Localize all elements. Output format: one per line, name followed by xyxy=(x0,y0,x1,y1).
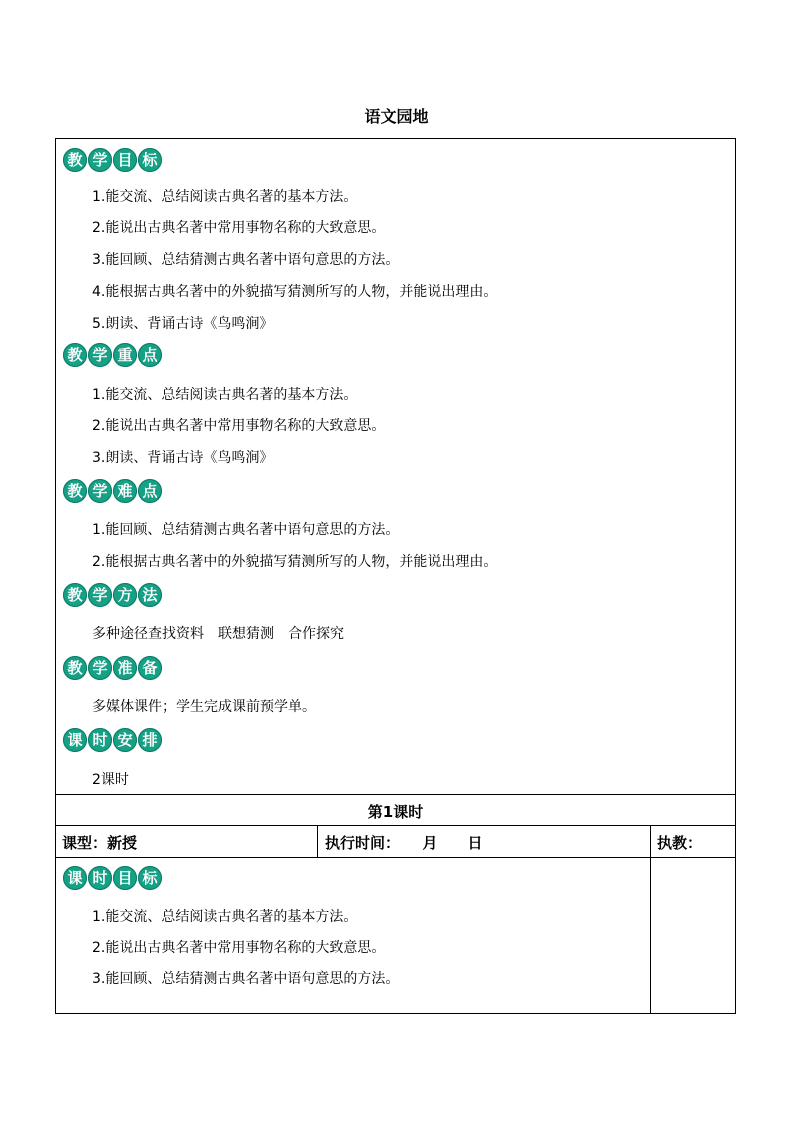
badge-char: 目 xyxy=(113,866,137,890)
execution-time-label: 执行时间： 月 日 xyxy=(325,834,483,852)
key-point-item: 1.能交流、总结阅读古典名著的基本方法。 xyxy=(92,387,358,403)
page-title: 语文园地 xyxy=(364,107,429,126)
schedule-badge xyxy=(63,728,162,754)
badge-char: 学 xyxy=(88,583,112,607)
lesson-heading: 第1课时 xyxy=(367,803,424,821)
lesson-goal-item: 3.能回顾、总结猜测古典名著中语句意思的方法。 xyxy=(92,971,400,987)
lesson-type-label: 课型：新授 xyxy=(62,834,138,852)
badge-char: 安 xyxy=(113,728,137,752)
badge-char: 教 xyxy=(63,583,87,607)
badge-char: 重 xyxy=(113,343,137,367)
goal-item: 5.朗读、背诵古诗《鸟鸣涧》 xyxy=(92,316,274,332)
badge-char: 教 xyxy=(63,148,87,172)
badge-char: 时 xyxy=(88,728,112,752)
column-divider xyxy=(650,825,651,1013)
badge-char: 标 xyxy=(138,148,162,172)
key-point-item: 2.能说出古典名著中常用事物名称的大致意思。 xyxy=(92,418,386,434)
badge-char: 准 xyxy=(113,656,137,680)
key-point-item: 3.朗读、背诵古诗《鸟鸣涧》 xyxy=(92,450,274,466)
row-divider xyxy=(55,857,736,858)
key-points-badge xyxy=(63,343,162,369)
column-divider xyxy=(317,825,318,857)
badge-char: 学 xyxy=(88,656,112,680)
goal-item: 3.能回顾、总结猜测古典名著中语句意思的方法。 xyxy=(92,252,400,268)
goals-badge xyxy=(63,148,162,174)
preparation-badge xyxy=(63,656,162,682)
badge-char: 法 xyxy=(138,583,162,607)
badge-char: 点 xyxy=(138,479,162,503)
badge-char: 标 xyxy=(138,866,162,890)
badge-char: 点 xyxy=(138,343,162,367)
teacher-label: 执教： xyxy=(657,834,703,852)
row-divider xyxy=(55,794,736,795)
badge-char: 备 xyxy=(138,656,162,680)
badge-char: 学 xyxy=(88,479,112,503)
badge-char: 教 xyxy=(63,479,87,503)
lesson-goals-badge xyxy=(63,866,162,892)
badge-char: 课 xyxy=(63,866,87,890)
badge-char: 排 xyxy=(138,728,162,752)
goal-item: 4.能根据古典名著中的外貌描写猜测所写的人物，并能说出理由。 xyxy=(92,284,498,300)
badge-char: 学 xyxy=(88,148,112,172)
goal-item: 2.能说出古典名著中常用事物名称的大致意思。 xyxy=(92,220,386,236)
badge-char: 课 xyxy=(63,728,87,752)
difficulty-item: 2.能根据古典名著中的外貌描写猜测所写的人物，并能说出理由。 xyxy=(92,554,498,570)
method-item: 多种途径查找资料 联想猜测 合作探究 xyxy=(92,626,344,642)
badge-char: 方 xyxy=(113,583,137,607)
badge-char: 时 xyxy=(88,866,112,890)
methods-badge xyxy=(63,583,162,609)
lesson-goal-item: 2.能说出古典名著中常用事物名称的大致意思。 xyxy=(92,940,386,956)
lesson-goal-item: 1.能交流、总结阅读古典名著的基本方法。 xyxy=(92,909,358,925)
badge-char: 教 xyxy=(63,343,87,367)
badge-char: 目 xyxy=(113,148,137,172)
schedule-item: 2课时 xyxy=(92,772,129,788)
row-divider xyxy=(55,825,736,826)
badge-char: 难 xyxy=(113,479,137,503)
preparation-item: 多媒体课件；学生完成课前预学单。 xyxy=(92,699,316,715)
badge-char: 教 xyxy=(63,656,87,680)
goal-item: 1.能交流、总结阅读古典名著的基本方法。 xyxy=(92,189,358,205)
badge-char: 学 xyxy=(88,343,112,367)
difficulty-item: 1.能回顾、总结猜测古典名著中语句意思的方法。 xyxy=(92,522,400,538)
difficulties-badge xyxy=(63,479,162,505)
